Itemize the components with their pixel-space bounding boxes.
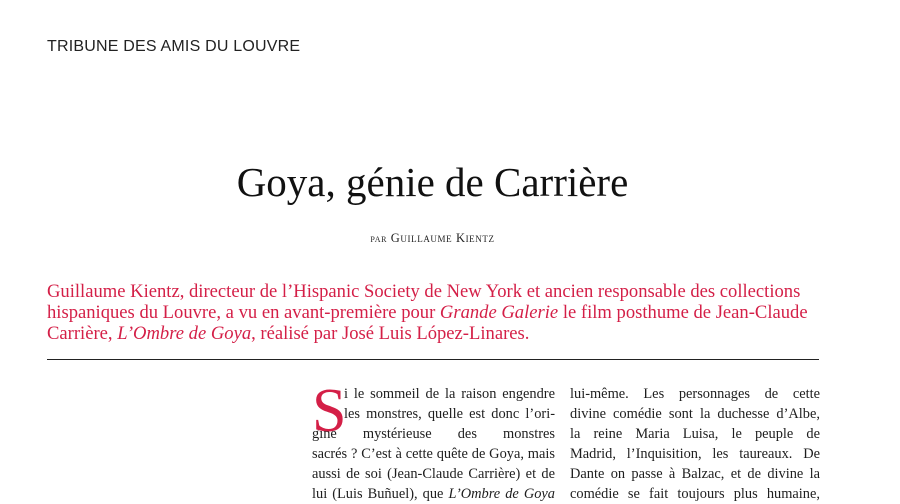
lead-italic-1: Grande Galerie <box>439 302 559 323</box>
body-line: gine mystérieuse des monstres <box>312 426 555 442</box>
body-column-2 <box>570 384 820 504</box>
body-line: Madrid, l’Inquisition, les taureaux. De <box>570 446 820 462</box>
body-line: aussi de soi (Jean-Claude Carrière) et de <box>312 466 555 482</box>
film-title-italic: L’Ombre de Goya <box>448 486 555 502</box>
article-title: Goya, génie de Carrière <box>236 159 629 205</box>
byline-author: Guillaume Kientz <box>390 231 495 245</box>
article-lead <box>47 281 822 344</box>
body-line-text: lui (Luis Buñuel), que <box>312 486 444 502</box>
body-line <box>312 484 555 504</box>
separator-rule <box>47 359 819 360</box>
drop-cap: S <box>312 377 347 445</box>
body-line: i le sommeil de la raison engendre <box>344 386 555 402</box>
body-line: sacrés ? C’est à cette quête de Goya, mais <box>312 446 555 462</box>
body-line: lui-même. Les personnages de cette <box>570 386 820 402</box>
lead-text-1: Guillaume Kientz, directeur de l’Hispanic Society de New York et ancien responsable des collections hispaniques du Louvre, a vu en avant-première pour <box>47 281 801 323</box>
byline <box>0 231 865 246</box>
section-header: TRIBUNE DES AMIS DU LOUVRE <box>47 38 301 55</box>
body-column-1 <box>312 377 555 504</box>
body-line: comédie se fait toujours plus humaine, <box>570 486 820 502</box>
body-line: divine comédie sont la duchesse d’Albe, <box>570 406 820 422</box>
lead-italic-2: L’Ombre de Goya <box>117 323 252 344</box>
body-line: Dante on passe à Balzac, et de divine la <box>570 466 820 482</box>
body-line: la reine Maria Luisa, le peuple de <box>570 426 820 442</box>
body-line: les monstres, quelle est donc l’ori- <box>344 406 555 422</box>
lead-text-2: le film posthume de Jean-Claude Carrière, <box>47 302 808 344</box>
byline-prefix: par <box>370 233 388 245</box>
lead-text-3: , réalisé par José Luis López-Linares. <box>251 323 530 344</box>
